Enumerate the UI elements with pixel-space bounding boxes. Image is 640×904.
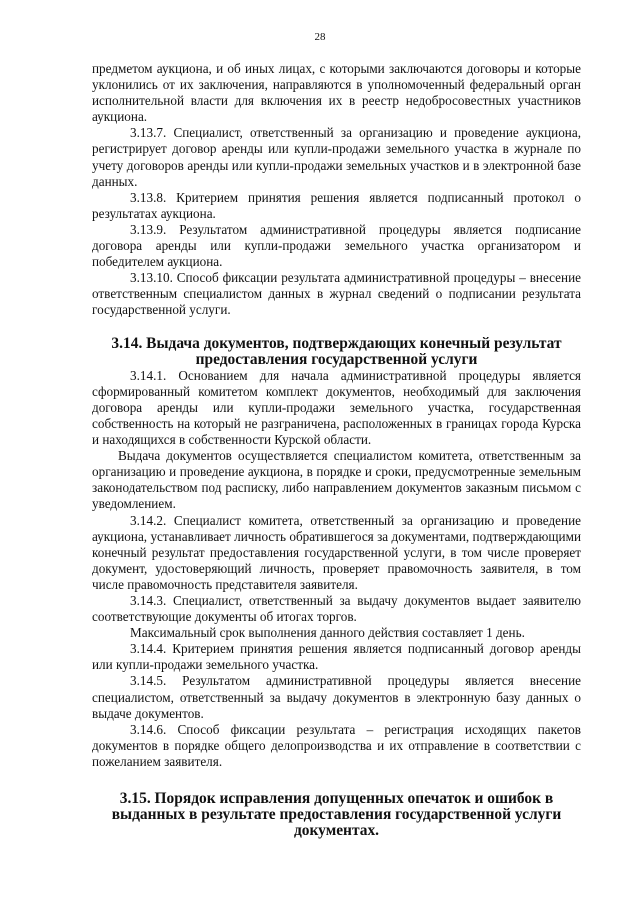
paragraph-3-13-8: 3.13.8. Критерием принятия решения является подписанный протокол о результатах аукциона. bbox=[92, 189, 581, 221]
paragraph-3-13-7: 3.13.7. Специалист, ответственный за организацию и проведение аукциона, регистрирует договор аренды или купли-продажи земельного участка в журнале по учету договоров аренды или купли-продажи земельных участков и в электронной базе данных. bbox=[92, 125, 581, 189]
page-number: 28 bbox=[314, 31, 326, 43]
paragraph-3-13-10: 3.13.10. Способ фиксации результата административной процедуры – внесение ответственным специалистом данных в журнал сведений о подписании результата государственной услуги. bbox=[92, 270, 581, 318]
section-heading-3-15: 3.15. Порядок исправления допущенных опечаток и ошибок в выданных в результате предоставления государственной услуги документах. bbox=[111, 790, 562, 840]
paragraph-3-14-1: 3.14.1. Основанием для начала административной процедуры является сформированный комитетом комплект документов, необходимый для заключения договора аренды или купли-продажи земельного участка, государственная собственность на который не разграничена, расположенных в границах города Курска и находящихся в собственности Курской области. bbox=[92, 367, 581, 448]
paragraph-issuance: Выдача документов осуществляется специалистом комитета, ответственным за организацию и проведение аукциона, в порядке и сроки, предусмотренные земельным законодательством под расписку, либо направлением документов заказным письмом с уведомлением. bbox=[92, 448, 581, 512]
paragraph-3-14-2: 3.14.2. Специалист комитета, ответственный за организацию и проведение аукциона, устанавливает личность обратившегося за документами, подтверждающими конечный результат предоставления государственной услуги, в том числе проверяет документ, удостоверяющий личность, проверяет правомочность заявителя, в том числе правомочность представителя заявителя. bbox=[92, 512, 581, 592]
page-content bbox=[92, 61, 581, 839]
paragraph-3-14-5: 3.14.5. Результатом административной процедуры является внесение специалистом, ответственный за выдачу документов в электронную базу данных о выдаче документов. bbox=[92, 673, 581, 721]
section-heading-3-14: 3.14. Выдача документов, подтверждающих конечный результат предоставления государственной услуги bbox=[111, 334, 562, 368]
paragraph-continuation: предметом аукциона, и об иных лицах, с которыми заключаются договоры и которые уклонились от их заключения, направляются в уполномоченный федеральный орган исполнительной власти для включения их в реестр недобросовестных участников аукциона. bbox=[92, 61, 581, 125]
paragraph-3-14-3: 3.14.3. Специалист, ответственный за выдачу документов выдает заявителю соответствующие документы об итогах торгов. bbox=[92, 593, 581, 625]
paragraph-3-14-6: 3.14.6. Способ фиксации результата – регистрация исходящих пакетов документов в порядке общего делопроизводства и их отправление в соответствии с пожеланием заявителя. bbox=[92, 721, 581, 769]
paragraph-max-term: Максимальный срок выполнения данного действия составляет 1 день. bbox=[130, 625, 525, 641]
paragraph-3-13-9: 3.13.9. Результатом административной процедуры является подписание договора аренды или купли-продажи земельного участка организатором и победителем аукциона. bbox=[92, 221, 581, 270]
paragraph-3-14-4: 3.14.4. Критерием принятия решения является подписанный договор аренды или купли-продажи земельного участка. bbox=[92, 641, 581, 673]
